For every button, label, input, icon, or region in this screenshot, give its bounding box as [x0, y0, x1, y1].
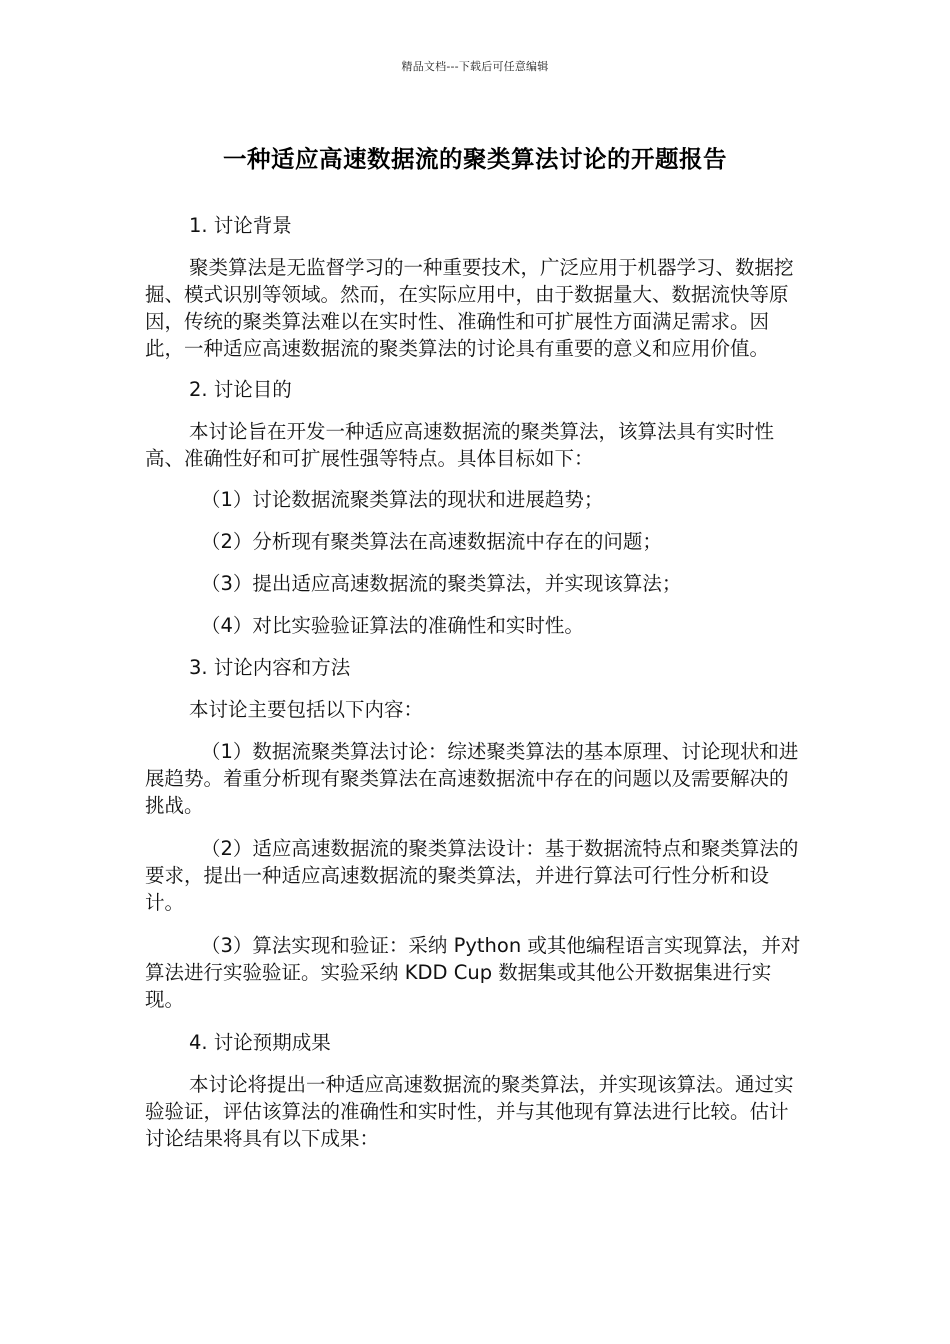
- list-item: （4）对比实验验证算法的准确性和实时性。: [201, 614, 584, 637]
- paragraph: 本讨论主要包括以下内容：: [189, 698, 424, 721]
- paragraph: 聚类算法是无监督学习的一种重要技术，广泛应用于机器学习、数据挖掘、模式识别等领域。然而，在实际应用中，由于数据量大、数据流快等原因，传统的聚类算法难以在实时性、准确性和可扩展性方面满足需求。因此，一种适应高速数据流的聚类算法的讨论具有重要的意义和应用价值。: [145, 256, 794, 360]
- paragraph: 本讨论旨在开发一种适应高速数据流的聚类算法，该算法具有实时性高、准确性好和可扩展性强等特点。具体目标如下：: [145, 420, 775, 470]
- document-title: 一种适应高速数据流的聚类算法讨论的开题报告: [223, 145, 727, 173]
- list-item: （2）分析现有聚类算法在高速数据流中存在的问题；: [201, 530, 662, 553]
- list-item: （3）算法实现和验证：采纳 Python 或其他编程语言实现算法，并对算法进行实验验证。实验采纳 KDD Cup 数据集或其他公开数据集进行实现。: [145, 934, 801, 1011]
- list-item: （1）讨论数据流聚类算法的现状和进展趋势；: [201, 488, 604, 511]
- section-heading: 4. 讨论预期成果: [189, 1031, 331, 1054]
- list-item: （1）数据流聚类算法讨论：综述聚类算法的基本原理、讨论现状和进展趋势。着重分析现有聚类算法在高速数据流中存在的问题以及需要解决的挑战。: [145, 740, 799, 817]
- paragraph: 本讨论将提出一种适应高速数据流的聚类算法，并实现该算法。通过实验验证，评估该算法的准确性和实时性，并与其他现有算法进行比较。估计讨论结果将具有以下成果：: [145, 1073, 794, 1150]
- section-heading: 2. 讨论目的: [189, 378, 292, 401]
- section-heading: 1. 讨论背景: [189, 214, 292, 237]
- header-note: 精品文档---下载后可任意编辑: [401, 60, 549, 73]
- document-body: [145, 212, 807, 1166]
- list-item: （2）适应高速数据流的聚类算法设计：基于数据流特点和聚类算法的要求，提出一种适应高速数据流的聚类算法，并进行算法可行性分析和设计。: [145, 837, 799, 914]
- list-item: （3）提出适应高速数据流的聚类算法，并实现该算法；: [201, 572, 682, 595]
- section-heading: 3. 讨论内容和方法: [189, 656, 351, 679]
